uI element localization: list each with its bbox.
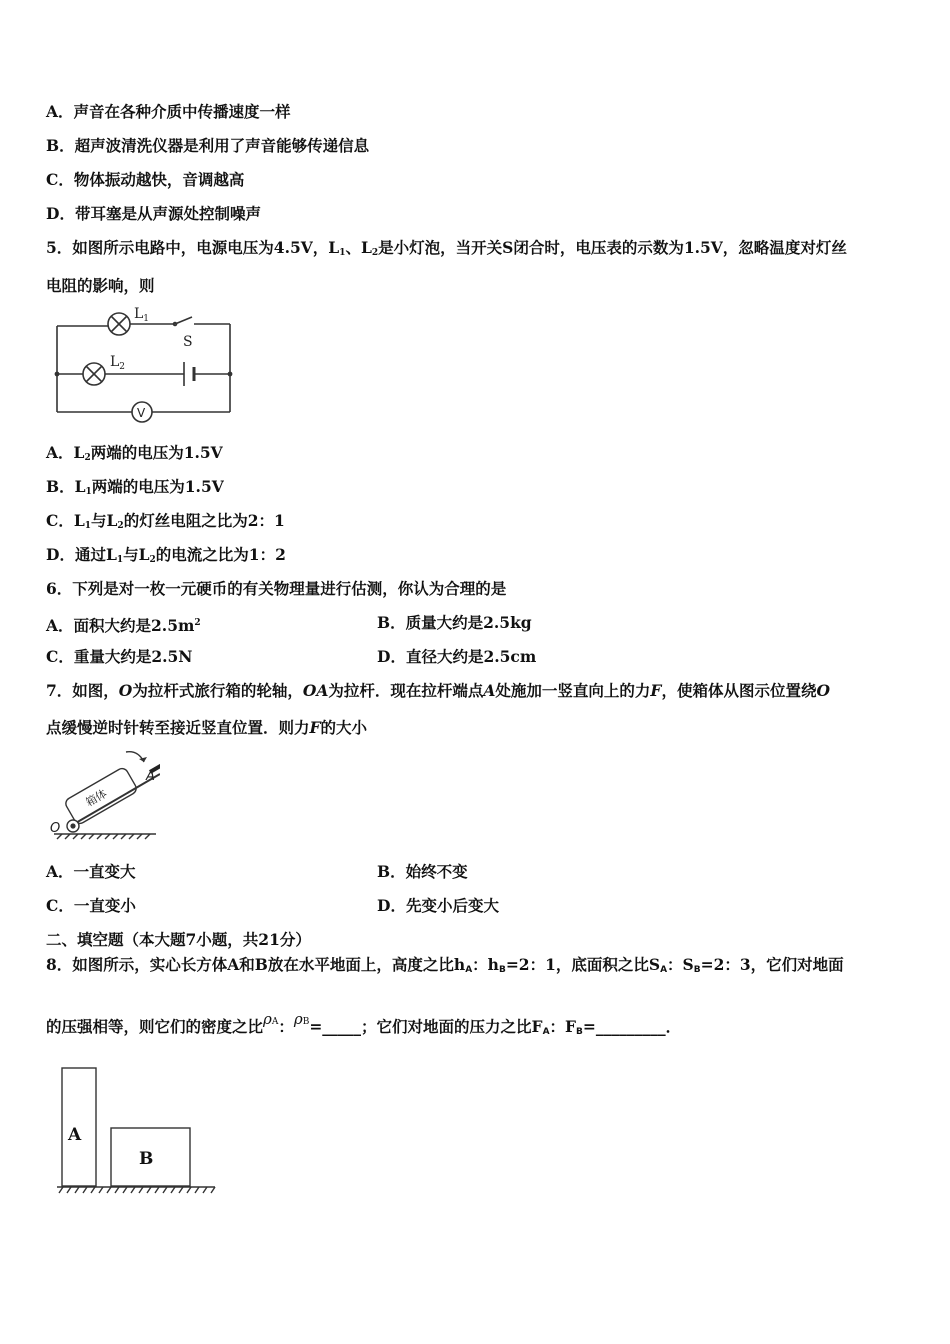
section-heading: 二、填空题（本大题7小题，共21分） xyxy=(46,930,311,949)
q7-suitcase-diagram xyxy=(48,748,160,840)
q6-option-c: C．重量大约是2.5N xyxy=(46,647,193,666)
suitcase-label: 箱体 xyxy=(83,786,110,810)
q7-stem-line2: 点缓慢逆时针转至接近竖直位置．则力F的大小 xyxy=(46,718,368,737)
q8-blocks-diagram xyxy=(55,1066,220,1198)
q7-option-d: D．先变小后变大 xyxy=(377,896,499,915)
q7-stem: 7．如图，O为拉杆式旅行箱的轮轴，OA为拉杆．现在拉杆端点A处施加一竖直向上的力F，使箱体从图示位置绕O xyxy=(46,681,830,700)
q5-option-b: B．$L_1$两端的电压为1.5V xyxy=(46,477,224,497)
rotation-arrow-icon xyxy=(126,752,144,762)
q4-option-a: A．声音在各种介质中传播速度一样 xyxy=(46,102,291,121)
q4-option-c: C．物体振动越快，音调越高 xyxy=(46,170,245,189)
label-l1: $L_1$ xyxy=(134,306,150,324)
q7-option-c: C．一直变小 xyxy=(46,896,136,915)
switch-s-icon xyxy=(175,317,192,324)
q6-stem: 6．下列是对一枚一元硬币的有关物理量进行估测，你认为合理的是 xyxy=(46,579,507,598)
label-l2: $L_2$ xyxy=(110,354,126,372)
q7-option-b: B．始终不变 xyxy=(377,862,468,881)
q5-stem: 5．如图所示电路中，电源电压为4.5V，$L_1$、$L_2$是小灯泡，当开关S闭合时，电压表的示数为1.5V，忽略温度对灯丝 xyxy=(46,238,847,258)
q6-option-a: A．面积大约是$2.5m^2$ xyxy=(46,616,201,635)
label-a: A xyxy=(146,769,155,784)
label-o: O xyxy=(50,821,61,836)
q6-option-b: B．质量大约是2.5kg xyxy=(377,613,532,632)
block-a-label: A xyxy=(68,1125,82,1145)
q5-option-d: D．通过$L_1$与$L_2$的电流之比为1：2 xyxy=(46,545,286,565)
q5-option-c: C．$L_1$与$L_2$的灯丝电阻之比为2：1 xyxy=(46,511,285,531)
q7-option-a: A．一直变大 xyxy=(46,862,136,881)
q8-stem: 8．如图所示，实心长方体A和B放在水平地面上，高度之比$h_A$：$h_B=2$：1，底面积之比$S_A$：$S_B=2$：3，它们对地面 xyxy=(46,955,844,975)
label-v: V xyxy=(137,406,146,420)
q5-stem-line2: 电阻的影响，则 xyxy=(46,276,155,295)
label-s: S xyxy=(183,334,193,350)
q6-option-d: D．直径大约是2.5cm xyxy=(377,647,537,666)
q5-circuit-diagram xyxy=(50,302,240,430)
q4-option-d: D．带耳塞是从声源处控制噪声 xyxy=(46,204,261,223)
block-b-label: B xyxy=(139,1149,154,1169)
q8-stem-line2: 的压强相等，则它们的密度之比ρA：ρB=_____；它们对地面的压力之比$F_A$：$F_B=\_\_\_\_\_\_\_\_\_$． xyxy=(46,1010,682,1037)
q5-option-a: A．$L_2$两端的电压为1.5V xyxy=(46,443,223,463)
q4-option-b: B．超声波清洗仪器是利用了声音能够传递信息 xyxy=(46,136,370,155)
